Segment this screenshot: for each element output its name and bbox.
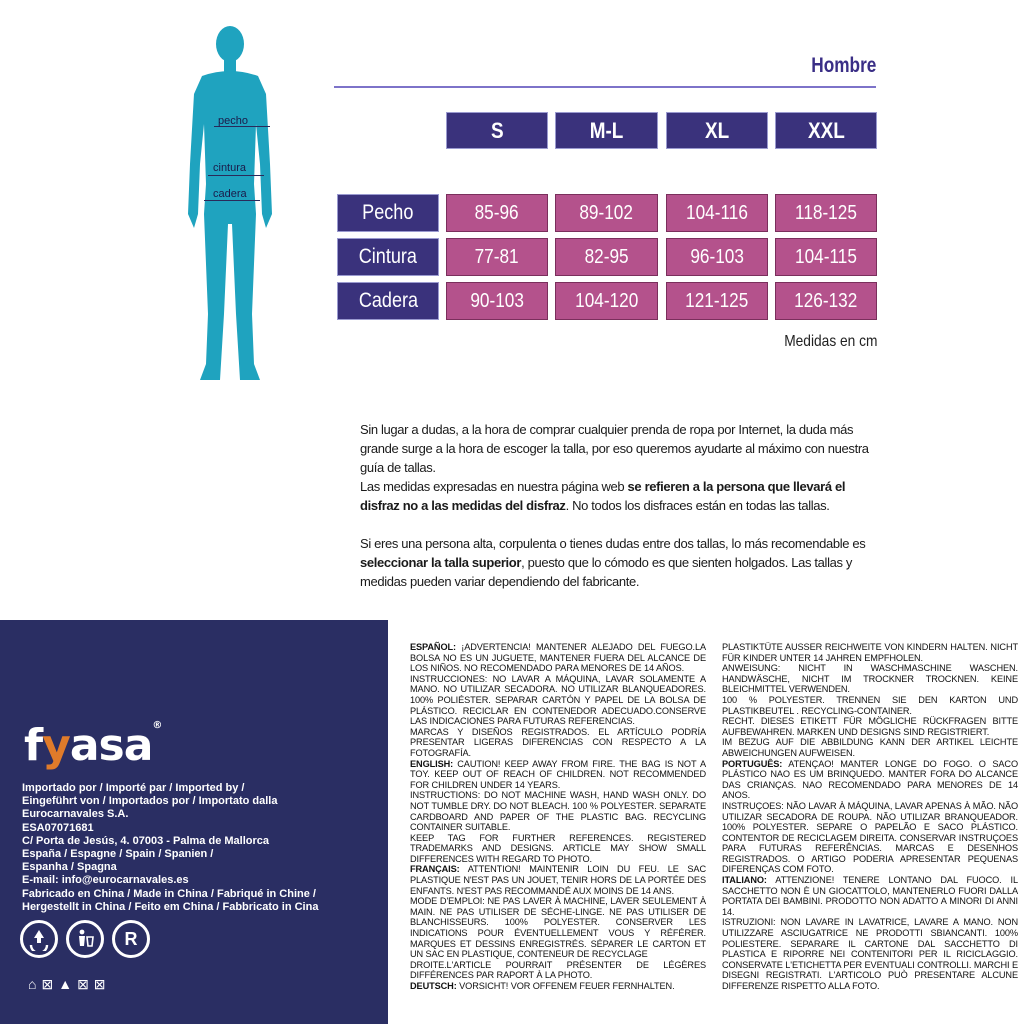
legal-paragraph: ITALIANO: ATTENZIONE! TENERE LONTANO DAL FUOCO. IL SACCHETTO NON È UN GIOCATTOLO, MANTENERLO FUORI DALLA PORTATA DEI BAMBINI. PRODOTTO NON ADATTO A MINORI DI ANNI 14. <box>722 875 1018 917</box>
hip-label: cadera <box>213 188 247 200</box>
legal-paragraph: 100 % POLYESTER. TRENNEN SIE DEN KARTON UND PLASTIKBEUTEL . RECYCLING-CONTAINER. <box>722 694 1018 716</box>
legal-paragraph: INSTRUCCIONES: NO LAVAR A MÁQUINA, LAVAR SOLAMENTE A MANO. NO UTILIZAR SECADORA. NO UTILIZAR BLANQUEADORES. 100% POLIÉSTER. SEPARAR CARTÓN Y PAPEL DE LA BOLSA DE PLÁSTICO. RECICLAR EN CONTENEDOR ADECUADO.CONSERVE LAS INDICACIONES PARA FUTURAS REFERENCIAS. <box>410 673 706 727</box>
size-header-s: S <box>446 112 548 149</box>
title-divider <box>334 86 876 88</box>
chest-label: pecho <box>218 115 248 127</box>
importer-line: E-mail: info@eurocarnavales.es <box>22 874 189 887</box>
importer-line: Eingeführt von / Importados por / Importato dalla <box>22 795 278 808</box>
legal-text-column-2 <box>722 642 1018 992</box>
registered-icon: R <box>112 920 150 958</box>
iron-icon: ▲ <box>58 976 73 992</box>
hip-line <box>204 200 260 201</box>
legal-paragraph: MARCAS Y DISEÑOS REGISTRADOS. EL ARTÍCULO PODRÍA PRESENTAR LIGERAS DIFERENCIAS CON RESPECTO A LA FOTOGRAFÍA. <box>410 726 706 758</box>
legal-paragraph: KEEP TAG FOR FURTHER REFERENCES. REGISTERED TRADEMARKS AND DESIGNS. ARTICLE MAY SHOW SMALL DIFFERENCES WITH REGARD TO PHOTO. <box>410 832 706 864</box>
fyasa-logo: fyasa® <box>24 720 162 771</box>
legal-paragraph: PLASTIKTÜTE AUSSER REICHWEITE VON KINDERN HALTEN. NICHT FÜR KINDER UNTER 14 JAHREN EMPFHOLEN. <box>722 642 1018 663</box>
importer-line: C/ Porta de Jesús, 4. 07003 - Palma de Mallorca <box>22 834 270 847</box>
measure-cell: 104-115 <box>775 238 877 276</box>
measure-cell: 104-120 <box>555 282 658 320</box>
waist-line <box>208 175 264 176</box>
row-label-pecho: Pecho <box>337 194 439 232</box>
legal-paragraph: IM BEZUG AUF DIE ABBILDUNG KANN DER ARTIKEL LEICHTE ABWEICHUNGEN AUFWEISEN. <box>722 737 1018 758</box>
trash-bin-icon <box>66 920 104 958</box>
row-label-cintura: Cintura <box>337 238 439 276</box>
size-advice-paragraph: Si eres una persona alta, corpulenta o tienes dudas entre dos tallas, lo más recomendable es seleccionar la talla superior, puesto que lo cómodo es que sienten holgados. Las tallas y medidas pueden variar dependiendo del fabricante. <box>360 536 866 589</box>
brand-panel <box>0 620 388 1024</box>
measure-cell: 118-125 <box>775 194 877 232</box>
measures-paragraph: Las medidas expresadas en nuestra página web se refieren a la persona que llevará el disfraz no a las medidas del disfraz. No todos los disfraces están en todas las tallas. <box>360 479 846 513</box>
page-title: Hombre <box>810 54 876 77</box>
legal-paragraph: RECHT. DIESES ETIKETT FÜR MÖGLICHE RÜCKFRAGEN BITTE AUFBEWAHREN. MARKEN UND DESIGNS SIND REGISTRIERT. <box>722 716 1018 737</box>
measure-cell: 96-103 <box>666 238 768 276</box>
legal-paragraph: INSTRUÇOES: NÃO LAVAR À MÁQUINA, LAVAR APENAS À MÃO. NÃO UTILIZAR SECADORA DE ROUPA. NÃO UTILIZAR BRANQUEADOR. 100% POLYESTER. SEPARE O PAPELÃO E SACO PLÁSTICO. CONTENTOR DE RECICLAGEM DIREITA. CONSERVAR INSTRUÇOES PARA FUTURAS REFERÊNCIAS. MARCAS E DESENHOS REGISTRADOS. O ARTIGO PODERIA APRESENTAR PEQUENAS DIFERENÇAS COM FOTO. <box>722 800 1018 875</box>
legal-paragraph: FRANÇAIS: ATTENTION! MAINTENIR LOIN DU FEU. LE SAC PLASTIQUE N'EST PAS UN JOUET, TENIR HORS DE LA PORTÉE DES ENFANTS. N'EST PAS RECOMMANDÉ AUX MOINS DE 14 ANS. <box>410 864 706 896</box>
importer-line: España / Espagne / Spain / Spanien / <box>22 848 214 861</box>
intro-paragraph: Sin lugar a dudas, a la hora de comprar cualquier prenda de ropa por Internet, la duda más grande surge a la hora de escoger la talla, por eso queremos ayudarte al máximo con nuestra guía de tallas. <box>360 422 869 475</box>
legal-paragraph: ENGLISH: CAUTION! KEEP AWAY FROM FIRE. THE BAG IS NOT A TOY. KEEP OUT OF REACH OF CHILDREN. NOT RECOMMENDED FOR CHILDREN UNDER 14 YEARS. <box>410 758 706 790</box>
measure-cell: 82-95 <box>555 238 658 276</box>
no-tumble-dry-icon: ⊠ <box>93 976 106 992</box>
measure-cell: 90-103 <box>446 282 548 320</box>
unit-note: Medidas en cm <box>783 333 877 350</box>
importer-line: Eurocarnavales S.A. <box>22 808 129 821</box>
measure-cell: 121-125 <box>666 282 768 320</box>
legal-paragraph: DEUTSCH: VORSICHT! VOR OFFENEM FEUER FERNHALTEN. <box>410 981 675 991</box>
measure-cell: 77-81 <box>446 238 548 276</box>
legal-paragraph: ISTRUZIONI: NON LAVARE IN LAVATRICE, LAVARE A MANO. NON UTILIZZARE ASCIUGATRICE NE PRODOTTI SBIANCANTI. 100% POLIESTERE. SEPARARE IL CARTONE DAL SACCHETTO DI PLASTICA E RIPORRE NEI CONTENITORI PER IL RICICLAGGIO. CONSERVATE L'ETICHETTA PER EVENTUALI CONTROLLI. MARCHI E DISEGNI REGISTRATI. L'ARTICOLO PUÒ PRESENTARE ALCUNE DIFFERENZE RISPETTO ALLA FOTO. <box>722 917 1018 991</box>
measure-cell: 126-132 <box>775 282 877 320</box>
legal-paragraph: MODE D'EMPLOI: NE PAS LAVER À MACHINE, LAVER SEULEMENT À MAIN. NE PAS UTILISER DE SÉCHE-LINGE. NE PAS UTILISER DE BLANCHISSEURS. 100% POLYESTER. CONSERVER LES INDICATIONS POUR ÉVENTUELLEMENT VOUS Y RÉFÉRER. MARQUES ET DESSINS ENREGISTRÉS. SÉPARER LE CARTON ET UN SAC EN PLASTIQUE, CONTENEUR DE RECYCLAGE <box>410 896 706 960</box>
legal-paragraph: PORTUGUÊS: ATENÇAO! MANTER LONGE DO FOGO. O SACO PLÁSTICO NAO ES UM BRINQUEDO. MANTER FORA DO ALCANCE DAS CRIANÇAS. NAO RECOMENDADO PARA MENORES DE 14 ANOS. <box>722 758 1018 801</box>
row-label-cadera: Cadera <box>337 282 439 320</box>
no-dryclean-icon: ⊠ <box>77 976 89 992</box>
importer-line: Espanha / Spagna <box>22 861 117 874</box>
importer-line: Fabricado en China / Made in China / Fabriqué in Chine / <box>22 887 316 900</box>
wash-icon: ⌂ <box>28 976 37 992</box>
recycle-icon <box>20 920 58 958</box>
legal-paragraph: ANWEISUNG: NICHT IN WASCHMASCHINE WASCHEN. HANDWÄSCHE, NICHT IM TROCKNER TROCKNEN. KEINE BLEICHMITTEL VERWENDEN. <box>722 663 1018 695</box>
legal-text-column-1 <box>410 642 706 992</box>
importer-line: ESA07071681 <box>22 821 94 834</box>
importer-info <box>22 782 382 914</box>
size-header-m-l: M-L <box>555 112 658 149</box>
legal-paragraph: ESPAÑOL: ¡ADVERTENCIA! MANTENER ALEJADO DEL FUEGO.LA BOLSA NO ES UN JUGUETE, MANTENER FUERA DEL ALCANCE DE LOS NIÑOS. NO RECOMENDADO PARA MENORES DE 14 AÑOS. <box>410 642 706 674</box>
importer-line: Importado por / Importé par / Imported by / <box>22 782 245 794</box>
measure-cell: 104-116 <box>666 194 768 232</box>
symbol-row <box>20 920 150 958</box>
measure-cell: 89-102 <box>555 194 658 232</box>
no-bleach-icon: ⊠ <box>41 976 54 992</box>
legal-paragraph: INSTRUCTIONS: DO NOT MACHINE WASH, HAND WASH ONLY. DO NOT TUMBLE DRY. DO NOT BLEACH. 100 % POLYESTER. SEPARATE CARDBOARD AND PAPER OF THE PLASTIC BAG. RECYCLING CONTAINER SUITABLE. <box>410 790 706 833</box>
measure-cell: 85-96 <box>446 194 548 232</box>
care-symbols <box>28 976 106 993</box>
waist-label: cintura <box>213 162 247 174</box>
importer-line: Hergestellt in China / Feito em China / Fabbricato in Cina <box>22 900 319 913</box>
size-header-xl: XL <box>666 112 768 149</box>
size-header-xxl: XXL <box>775 112 877 149</box>
legal-paragraph: DROITE.L'ARTICLE POURRAIT PRÉSENTER DE LÉGÈRES DIFFÉRENCES PAR RAPORT À LA PHOTO. <box>410 959 706 981</box>
